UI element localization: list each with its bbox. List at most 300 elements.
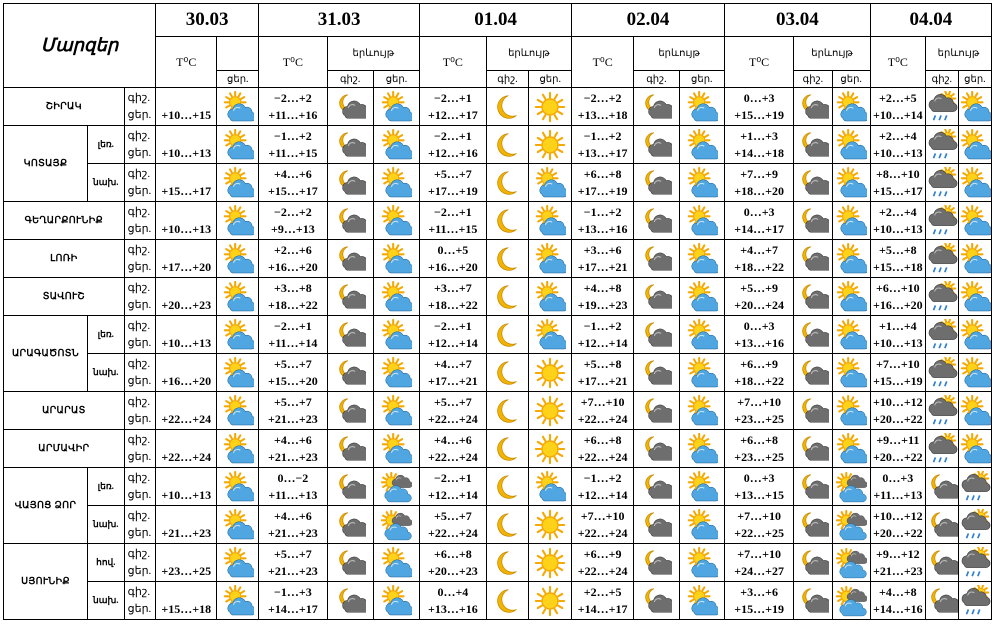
moon-cloud-icon <box>327 164 373 202</box>
night-label: գիշ. <box>127 91 151 104</box>
blank-cell <box>217 37 259 71</box>
period-labels <box>124 88 156 126</box>
night-temp: 0…−2 <box>277 470 309 485</box>
temp-cell <box>156 582 217 620</box>
temp-cell <box>572 202 634 240</box>
sun-cloud-icon <box>958 164 991 202</box>
moon-cloud-icon <box>794 392 832 430</box>
night-temp: +8…+10 <box>876 166 920 181</box>
day-temp: +23…+25 <box>161 563 212 578</box>
night-label: գիշ. <box>127 357 151 370</box>
table-row <box>4 202 992 240</box>
night-temp: 0…+3 <box>743 470 775 485</box>
temp-cell <box>572 430 634 468</box>
cloud-sun-icon <box>832 506 870 544</box>
period-labels <box>124 392 156 430</box>
day-temp: +16…+20 <box>428 259 478 274</box>
night-temp: +4…+6 <box>274 166 312 181</box>
temp-cell <box>156 430 217 468</box>
sun-cloud-icon <box>679 506 724 544</box>
day-temp: +23…+25 <box>734 411 784 426</box>
night-label: գիշ. <box>925 71 958 88</box>
temp-cell <box>156 392 217 430</box>
temp-cell <box>420 164 487 202</box>
moon-cloud-icon <box>327 88 373 126</box>
temp-unit-header: T⁰C <box>156 37 217 88</box>
rain-cloud-icon <box>958 506 991 544</box>
day-temp: +17…+19 <box>577 183 628 198</box>
night-temp: +5…+8 <box>583 356 622 371</box>
date-header: 04.04 <box>870 4 991 37</box>
rain-cloud-icon <box>925 278 958 316</box>
temp-cell <box>420 430 487 468</box>
night-temp: 0…+3 <box>882 470 914 485</box>
temp-unit-header: T⁰C <box>725 37 794 88</box>
temp-cell <box>725 126 794 164</box>
table-row <box>4 582 992 620</box>
moon-cloud-icon <box>794 240 832 278</box>
sun-cloud-icon <box>958 392 991 430</box>
day-temp: +15…+18 <box>873 259 923 274</box>
night-temp: +4…+6 <box>434 432 472 447</box>
sun-cloud-icon <box>679 468 724 506</box>
zone-label: լեռ. <box>87 468 124 506</box>
rain-cloud-icon <box>958 582 991 620</box>
night-label: գիշ. <box>127 281 151 294</box>
day-temp: +12…+14 <box>428 487 478 502</box>
day-label: ցեր. <box>373 71 419 88</box>
temp-cell <box>725 164 794 202</box>
temp-cell <box>870 88 925 126</box>
period-labels <box>124 468 156 506</box>
moon-cloud-icon <box>634 126 679 164</box>
day-temp: +23…+25 <box>734 449 784 464</box>
temp-cell <box>725 582 794 620</box>
temp-cell <box>259 126 327 164</box>
night-label: գիշ. <box>127 585 151 598</box>
temp-cell <box>572 278 634 316</box>
night-temp: +4…+7 <box>434 356 472 371</box>
day-temp: +12…+14 <box>577 335 628 350</box>
sun-cloud-icon <box>679 316 724 354</box>
day-temp: +22…+24 <box>428 449 478 464</box>
sun-cloud-icon <box>373 392 419 430</box>
night-temp: +6…+8 <box>740 432 778 447</box>
sun-cloud-icon <box>373 354 419 392</box>
sun-cloud-icon <box>958 316 991 354</box>
day-temp: +21…+23 <box>268 411 318 426</box>
night-temp: 0…+3 <box>743 90 775 105</box>
moon-cloud-icon <box>327 354 373 392</box>
phenomenon-header: երևույթ <box>327 37 420 71</box>
night-temp: +6…+10 <box>876 280 920 295</box>
night-label: գիշ. <box>127 205 151 218</box>
sun-icon <box>529 126 572 164</box>
sun-cloud-icon <box>217 316 259 354</box>
table-row <box>4 88 992 126</box>
region-name: ՇԻՐԱԿ <box>4 88 125 126</box>
day-temp: +15…+17 <box>873 183 923 198</box>
sun-cloud-icon <box>217 202 259 240</box>
table-row <box>4 392 992 430</box>
moon-cloud-icon <box>794 202 832 240</box>
moon-icon <box>486 164 529 202</box>
sun-cloud-icon <box>217 278 259 316</box>
moon-icon <box>486 240 529 278</box>
temp-cell <box>725 240 794 278</box>
sun-icon <box>529 544 572 582</box>
moon-cloud-icon <box>925 544 958 582</box>
sun-cloud-icon <box>832 354 870 392</box>
temp-cell <box>259 354 327 392</box>
sun-cloud-icon <box>832 126 870 164</box>
day-temp: +15…+17 <box>268 183 318 198</box>
sun-cloud-icon <box>217 544 259 582</box>
night-temp: +4…+6 <box>274 432 312 447</box>
temp-cell <box>870 506 925 544</box>
day-temp: +17…+21 <box>428 373 478 388</box>
day-temp: +21…+23 <box>161 525 212 540</box>
night-temp: +7…+10 <box>580 394 625 409</box>
period-labels <box>124 278 156 316</box>
temp-cell <box>420 544 487 582</box>
temp-cell <box>870 202 925 240</box>
temp-cell <box>156 506 217 544</box>
phenomenon-header: երևույթ <box>925 37 991 71</box>
moon-cloud-icon <box>327 392 373 430</box>
sun-cloud-icon <box>529 468 572 506</box>
day-temp: +14…+17 <box>268 601 318 616</box>
temp-cell <box>725 88 794 126</box>
day-label: ցեր. <box>127 222 152 235</box>
night-temp: −2…+1 <box>274 318 312 333</box>
sun-cloud-icon <box>373 240 419 278</box>
day-temp: +13…+17 <box>577 145 628 160</box>
day-temp: +14…+17 <box>734 221 784 236</box>
day-temp: +11…+15 <box>428 221 478 236</box>
region-name: ՎԱՅՈՑ ՁՈՐ <box>4 468 88 544</box>
night-temp: −1…+2 <box>274 128 312 143</box>
day-temp: +13…+16 <box>428 601 478 616</box>
sun-cloud-icon <box>529 316 572 354</box>
sun-cloud-icon <box>373 202 419 240</box>
period-labels <box>124 430 156 468</box>
sun-cloud-icon <box>958 354 991 392</box>
day-temp: +18…+20 <box>734 183 784 198</box>
temp-cell <box>420 202 487 240</box>
table-row <box>4 506 992 544</box>
period-labels <box>124 316 156 354</box>
sun-cloud-icon <box>679 278 724 316</box>
rain-cloud-icon <box>925 240 958 278</box>
temp-cell <box>420 88 487 126</box>
cloud-sun-icon <box>832 468 870 506</box>
zone-label: նախ. <box>87 582 124 620</box>
zone-label: նախ. <box>87 506 124 544</box>
sun-cloud-icon <box>832 316 870 354</box>
phenomenon-header: երևույթ <box>794 37 871 71</box>
day-temp: +16…+20 <box>161 373 212 388</box>
moon-cloud-icon <box>327 278 373 316</box>
day-temp: +15…+20 <box>268 373 318 388</box>
sun-cloud-icon <box>832 278 870 316</box>
temp-cell <box>156 126 217 164</box>
moon-cloud-icon <box>327 506 373 544</box>
moon-cloud-icon <box>634 506 679 544</box>
night-temp: +5…+7 <box>434 166 472 181</box>
moon-cloud-icon <box>634 240 679 278</box>
night-temp: −2…+1 <box>434 204 472 219</box>
sun-cloud-icon <box>373 544 419 582</box>
temp-cell <box>870 468 925 506</box>
sun-cloud-icon <box>373 316 419 354</box>
sun-cloud-icon <box>529 202 572 240</box>
day-temp: +20…+22 <box>873 525 923 540</box>
moon-cloud-icon <box>925 468 958 506</box>
temp-cell <box>259 240 327 278</box>
temp-unit-header: T⁰C <box>259 37 327 88</box>
day-temp: +22…+24 <box>577 525 628 540</box>
moon-cloud-icon <box>634 392 679 430</box>
day-temp: +12…+14 <box>428 335 478 350</box>
table-row <box>4 430 992 468</box>
night-temp: −2…+1 <box>434 90 472 105</box>
night-label: գիշ. <box>794 71 832 88</box>
day-temp: +10…+13 <box>161 487 212 502</box>
zone-label: նախ. <box>87 164 124 202</box>
sun-cloud-icon <box>529 164 572 202</box>
temp-cell <box>572 468 634 506</box>
moon-cloud-icon <box>794 468 832 506</box>
moon-cloud-icon <box>794 88 832 126</box>
sun-cloud-icon <box>529 240 572 278</box>
moon-icon <box>486 88 529 126</box>
sun-cloud-icon <box>679 88 724 126</box>
sun-cloud-icon <box>958 126 991 164</box>
moon-cloud-icon <box>634 354 679 392</box>
temp-cell <box>420 506 487 544</box>
day-temp: +10…+13 <box>161 221 212 236</box>
temp-cell <box>156 468 217 506</box>
day-temp: +21…+23 <box>268 449 318 464</box>
table-row <box>4 240 992 278</box>
zone-label: նախ. <box>87 354 124 392</box>
temp-cell <box>870 316 925 354</box>
temp-cell <box>572 240 634 278</box>
temp-cell <box>870 544 925 582</box>
moon-cloud-icon <box>925 582 958 620</box>
day-label: ցեր. <box>127 488 152 501</box>
night-temp: +7…+10 <box>737 394 781 409</box>
temp-cell <box>870 164 925 202</box>
temp-cell <box>259 164 327 202</box>
temp-unit-header: T⁰C <box>572 37 634 88</box>
sun-cloud-icon <box>373 430 419 468</box>
day-temp: +17…+20 <box>161 259 212 274</box>
day-temp: +20…+22 <box>873 411 923 426</box>
sun-cloud-icon <box>679 126 724 164</box>
night-temp: +4…+6 <box>274 508 312 523</box>
night-temp: +9…+12 <box>876 546 920 561</box>
sun-cloud-icon <box>679 240 724 278</box>
period-labels <box>124 202 156 240</box>
temp-cell <box>259 392 327 430</box>
day-label: ցեր. <box>127 336 152 349</box>
day-temp: +13…+15 <box>734 487 784 502</box>
moon-cloud-icon <box>327 430 373 468</box>
temp-cell <box>572 164 634 202</box>
period-labels <box>124 126 156 164</box>
day-temp: +20…+24 <box>734 297 784 312</box>
temp-cell <box>870 430 925 468</box>
temp-cell <box>870 240 925 278</box>
day-temp: +21…+23 <box>268 525 318 540</box>
day-temp: +10…+14 <box>873 107 923 122</box>
day-label: ցեր. <box>127 184 152 197</box>
day-label: ցեր. <box>127 526 152 539</box>
temp-cell <box>420 582 487 620</box>
day-temp: +15…+17 <box>161 183 212 198</box>
temp-cell <box>259 278 327 316</box>
moon-cloud-icon <box>634 544 679 582</box>
night-temp: +7…+9 <box>740 166 778 181</box>
day-label: ցեր. <box>127 146 152 159</box>
forecast-table <box>3 3 992 620</box>
sun-cloud-icon <box>958 240 991 278</box>
sun-cloud-icon <box>217 164 259 202</box>
night-temp: −1…+3 <box>274 584 312 599</box>
temp-cell <box>420 392 487 430</box>
night-temp: +9…+11 <box>876 432 920 447</box>
date-header: 03.04 <box>725 4 871 37</box>
day-temp: +13…+18 <box>577 107 628 122</box>
moon-cloud-icon <box>794 544 832 582</box>
rain-cloud-icon <box>925 202 958 240</box>
night-label: գիշ. <box>127 471 151 484</box>
temp-cell <box>572 126 634 164</box>
day-temp: +18…+22 <box>734 373 784 388</box>
day-temp: +11…+13 <box>873 487 923 502</box>
sun-cloud-icon <box>832 164 870 202</box>
temp-cell <box>725 278 794 316</box>
day-temp: +22…+24 <box>161 449 212 464</box>
region-name: ԼՈՌԻ <box>4 240 125 278</box>
night-temp: −2…+1 <box>434 128 472 143</box>
night-temp: +3…+7 <box>434 280 472 295</box>
day-temp: +16…+20 <box>268 259 318 274</box>
night-label: գիշ. <box>127 129 151 142</box>
night-temp: +5…+7 <box>434 508 472 523</box>
rain-cloud-icon <box>958 468 991 506</box>
period-labels <box>124 506 156 544</box>
temp-cell <box>156 354 217 392</box>
table-row <box>4 316 992 354</box>
night-temp: −1…+2 <box>583 470 622 485</box>
day-temp: +13…+16 <box>577 221 628 236</box>
cloud-sun-icon <box>832 582 870 620</box>
period-labels <box>124 240 156 278</box>
sun-cloud-icon <box>373 278 419 316</box>
night-temp: −1…+2 <box>583 318 622 333</box>
moon-cloud-icon <box>634 316 679 354</box>
region-name: ՏԱՎՈՒՇ <box>4 278 125 316</box>
region-name: ԿՈՏԱՅՔ <box>4 126 88 202</box>
night-temp: +2…+4 <box>879 204 917 219</box>
night-label: գիշ. <box>127 243 151 256</box>
sun-cloud-icon <box>373 582 419 620</box>
temp-cell <box>725 430 794 468</box>
temp-cell <box>725 316 794 354</box>
moon-cloud-icon <box>634 430 679 468</box>
zone-label: հով. <box>87 544 124 582</box>
temp-cell <box>156 240 217 278</box>
sun-cloud-icon <box>529 278 572 316</box>
night-temp: +6…+8 <box>434 546 472 561</box>
temp-cell <box>156 544 217 582</box>
moon-cloud-icon <box>327 544 373 582</box>
night-temp: −2…+1 <box>434 470 472 485</box>
day-temp: +21…+23 <box>873 563 923 578</box>
night-temp: +6…+8 <box>583 166 622 181</box>
sun-cloud-icon <box>832 430 870 468</box>
sun-cloud-icon <box>679 430 724 468</box>
night-temp: +4…+7 <box>740 242 778 257</box>
sun-cloud-icon <box>217 506 259 544</box>
temp-cell <box>420 240 487 278</box>
temp-cell <box>725 202 794 240</box>
day-temp: +24…+27 <box>734 563 784 578</box>
temp-cell <box>156 88 217 126</box>
temp-cell <box>420 278 487 316</box>
moon-icon <box>486 354 529 392</box>
moon-icon <box>486 544 529 582</box>
period-labels <box>124 582 156 620</box>
table-row <box>4 468 992 506</box>
moon-cloud-icon <box>925 506 958 544</box>
sun-cloud-icon <box>679 202 724 240</box>
day-temp: +22…+24 <box>577 411 628 426</box>
temp-cell <box>259 430 327 468</box>
day-temp: +11…+16 <box>268 107 318 122</box>
night-temp: −1…+2 <box>583 128 622 143</box>
day-temp: +16…+20 <box>873 297 923 312</box>
moon-icon <box>486 468 529 506</box>
moon-cloud-icon <box>327 126 373 164</box>
night-label: գիշ. <box>127 167 151 180</box>
day-temp: +22…+24 <box>161 411 212 426</box>
moon-icon <box>486 582 529 620</box>
rain-cloud-icon <box>925 88 958 126</box>
day-temp: +15…+19 <box>734 601 784 616</box>
region-name: ԱՐԱՐԱՏ <box>4 392 125 430</box>
date-header: 31.03 <box>259 4 420 37</box>
region-name: ՍՅՈՒՆԻՔ <box>4 544 88 620</box>
sun-cloud-icon <box>958 430 991 468</box>
temp-cell <box>870 582 925 620</box>
night-temp: +4…+8 <box>879 584 917 599</box>
temp-cell <box>259 582 327 620</box>
night-label: գիշ. <box>127 395 151 408</box>
sun-cloud-icon <box>217 468 259 506</box>
moon-icon <box>486 126 529 164</box>
sun-icon <box>529 392 572 430</box>
day-temp: +10…+13 <box>873 145 923 160</box>
day-temp: +20…+22 <box>873 449 923 464</box>
day-temp: +10…+13 <box>161 335 212 350</box>
temp-cell <box>572 544 634 582</box>
sun-cloud-icon <box>958 202 991 240</box>
temp-cell <box>259 202 327 240</box>
